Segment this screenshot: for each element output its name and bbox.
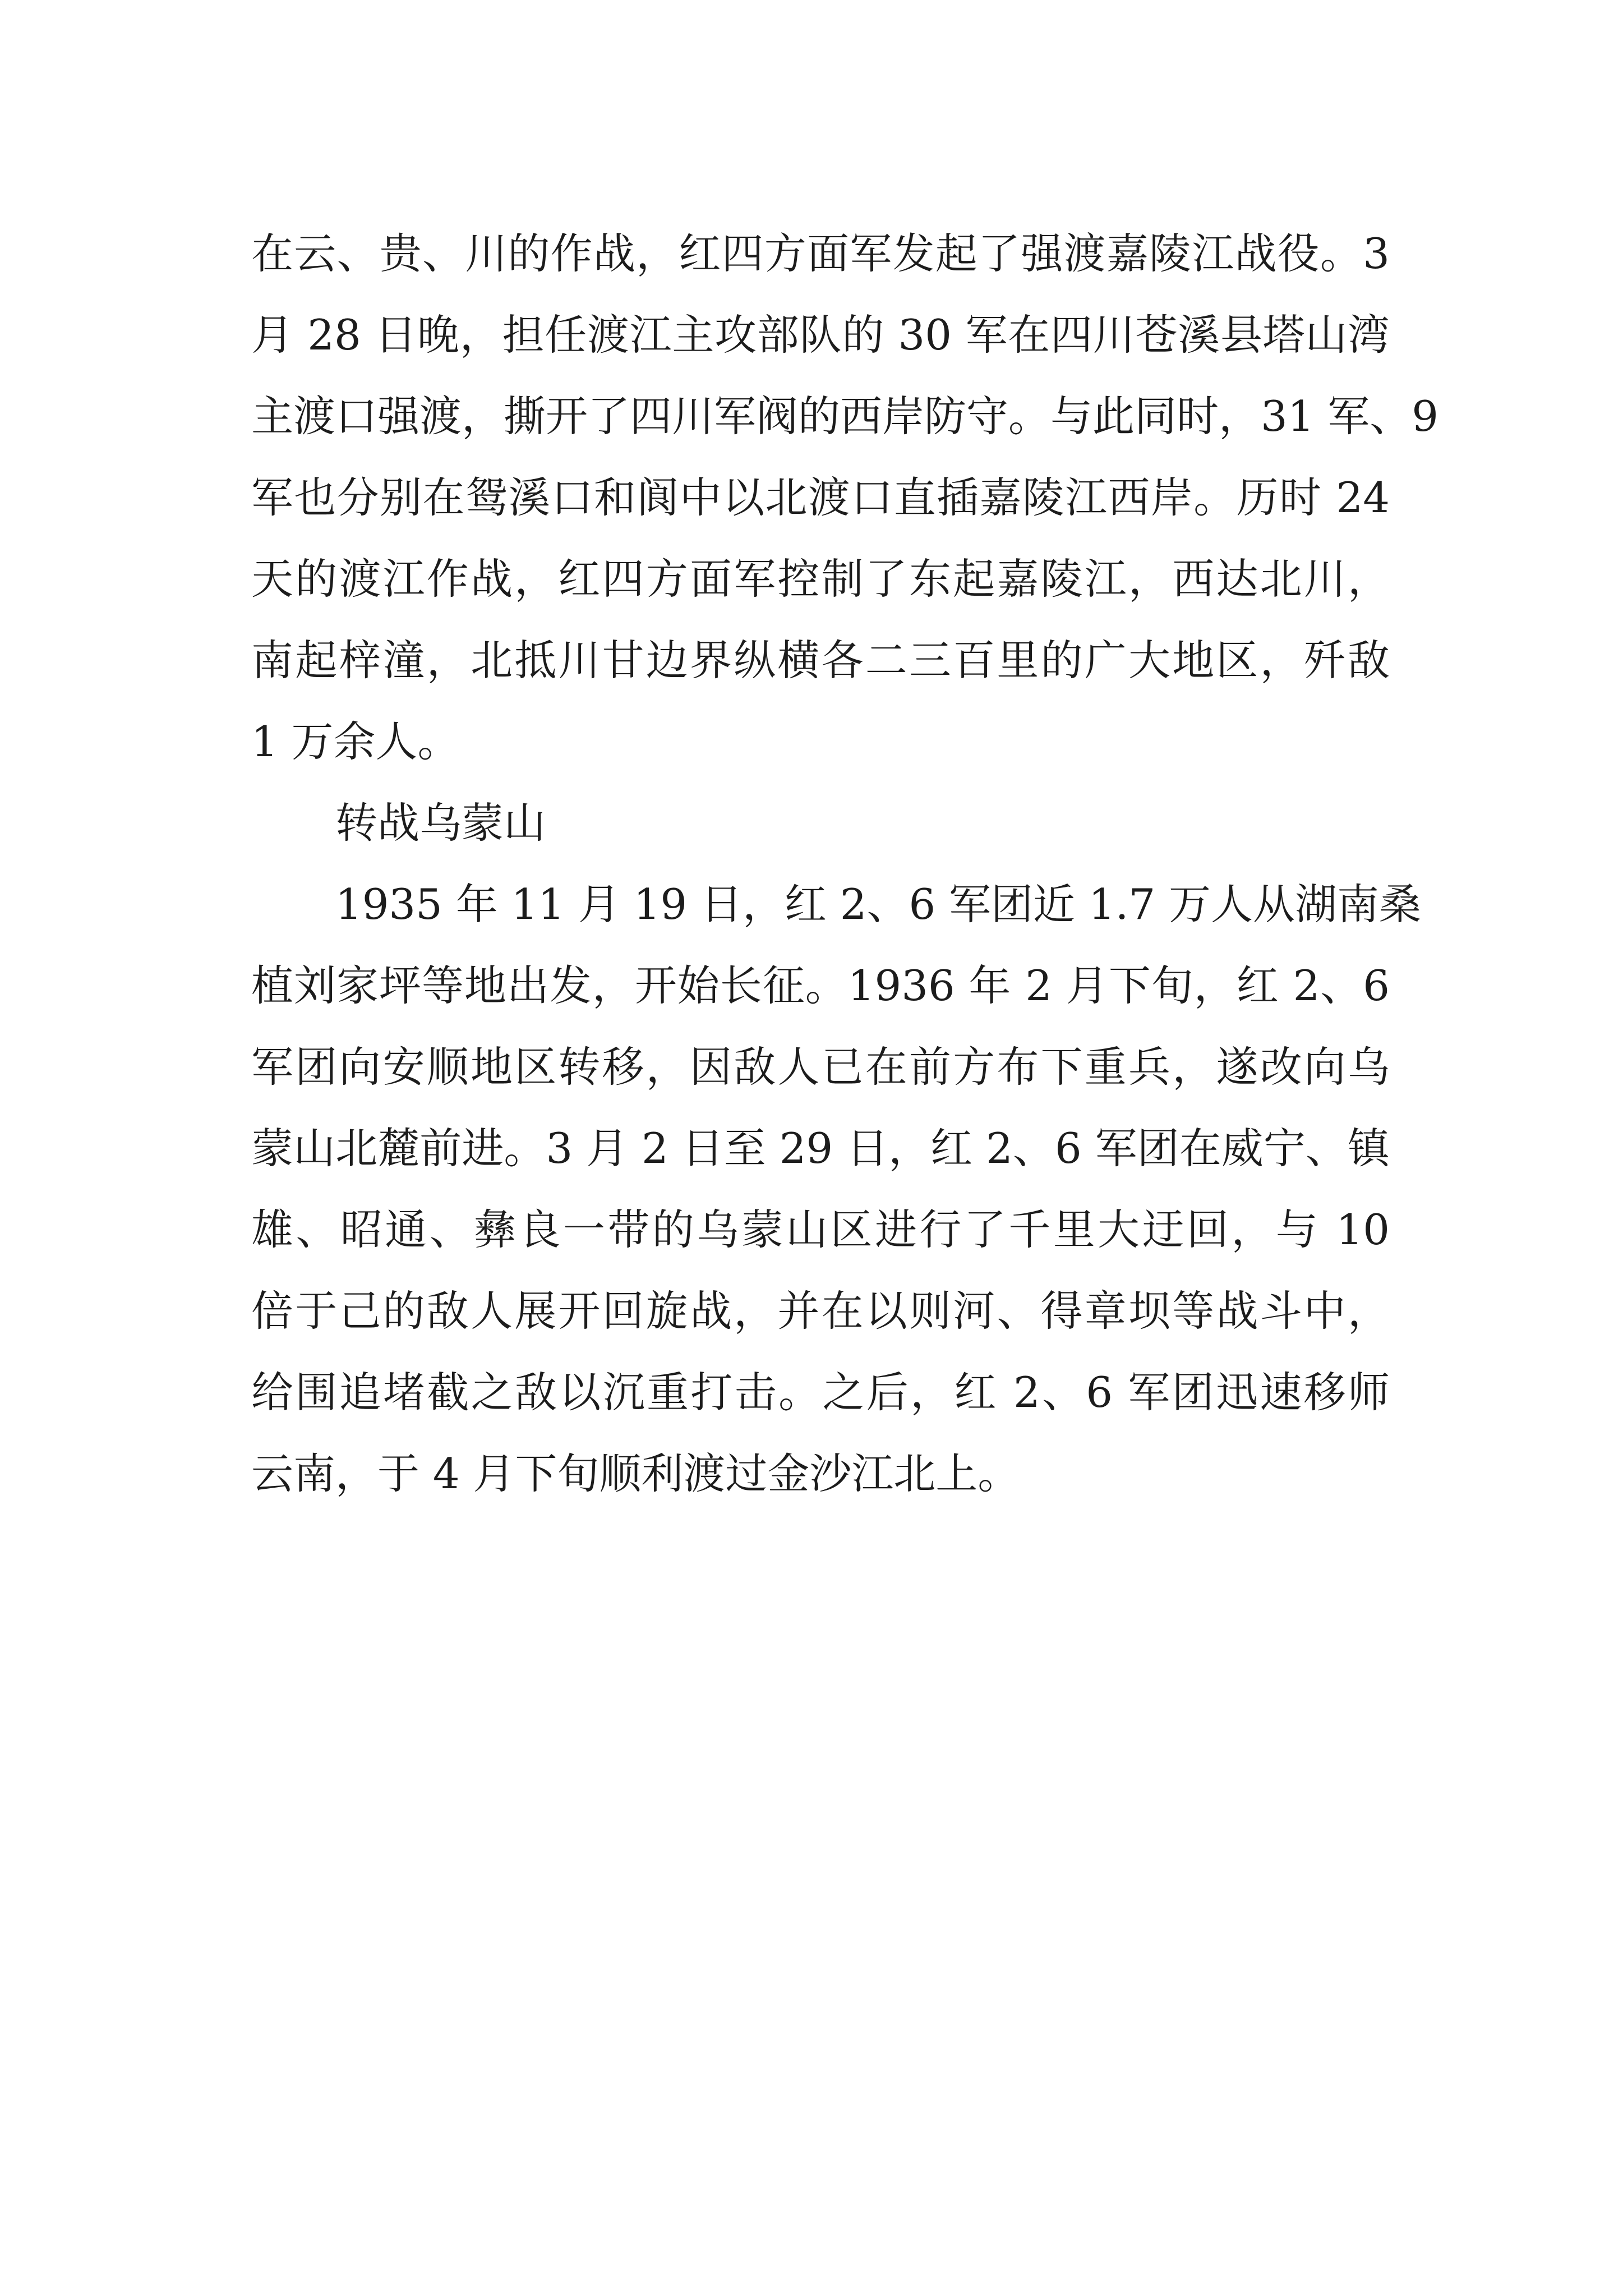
paragraph [251, 864, 1422, 1515]
text-line: 倍于己的敌人展开回旋战，并在以则河、得章坝等战斗中， [251, 1286, 1390, 1336]
text-line: 1935 年 11 月 19 日，红 2、6 军团近 1.7 万人从湖南桑 [335, 880, 1422, 929]
text-line: 给围追堵截之敌以沉重打击。之后，红 2、6 军团迅速移师 [251, 1368, 1390, 1417]
text-line: 植刘家坪等地出发，开始长征。1936 年 2 月下旬，红 2、6 [251, 961, 1390, 1010]
text-line: 在云、贵、川的作战，红四方面军发起了强渡嘉陵江战役。3 [251, 229, 1390, 278]
paragraph [251, 213, 1438, 783]
text-line: 军也分别在鸳溪口和阆中以北渡口直插嘉陵江西岸。历时 24 [251, 473, 1390, 522]
text-line: 雄、昭通、彝良一带的乌蒙山区进行了千里大迂回，与 10 [251, 1205, 1390, 1254]
section-heading [251, 783, 1390, 864]
text-line: 南起梓潼，北抵川甘边界纵横各二三百里的广大地区，歼敌 [251, 636, 1390, 685]
text-line: 天的渡江作战，红四方面军控制了东起嘉陵江，西达北川， [251, 554, 1390, 604]
text-line: 蒙山北麓前进。3 月 2 日至 29 日，红 2、6 军团在威宁、镇 [251, 1124, 1390, 1173]
heading-text: 转战乌蒙山 [335, 798, 546, 848]
document-body [251, 213, 1438, 1515]
text-line: 主渡口强渡，撕开了四川军阀的西岸防守。与此同时，31 军、9 [251, 392, 1438, 441]
text-line: 云南，于 4 月下旬顺利渡过金沙江北上。 [251, 1449, 1020, 1498]
text-line: 月 28 日晚，担任渡江主攻部队的 30 军在四川苍溪县塔山湾 [251, 310, 1390, 360]
text-line: 军团向安顺地区转移，因敌人已在前方布下重兵，遂改向乌 [251, 1042, 1390, 1092]
text-line: 1 万余人。 [251, 717, 460, 766]
